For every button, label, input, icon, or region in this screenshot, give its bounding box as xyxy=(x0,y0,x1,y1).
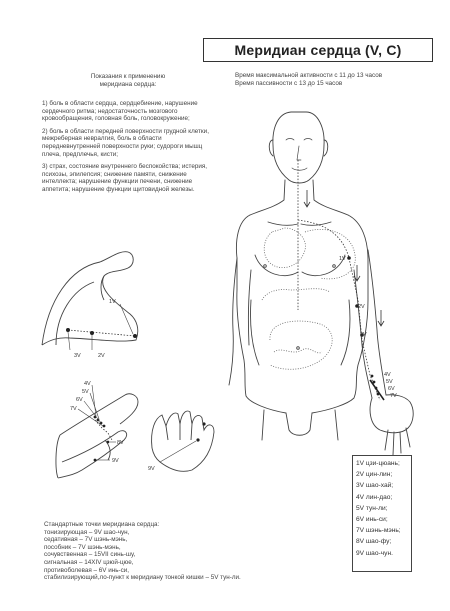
point-9v-palm xyxy=(202,422,205,425)
meridian-points-arm xyxy=(66,328,137,338)
label-5v-body: 5V xyxy=(386,379,393,385)
legend-item: 2V цин-лин; xyxy=(356,471,393,479)
label-6v-forearm: 6V xyxy=(76,397,83,403)
points-legend xyxy=(352,455,412,572)
label-8v-forearm: 8V xyxy=(117,440,124,446)
legend-item: 4V лин-дао; xyxy=(356,493,393,501)
point-2v-arm xyxy=(90,331,94,335)
legend-item: 8V шао-фу; xyxy=(356,538,392,546)
legend-item: 6V инь-си; xyxy=(356,516,388,524)
meridian-points-palm xyxy=(196,422,205,441)
page-title: Меридиан сердца (V, C) xyxy=(234,42,402,58)
indication-item-2: 2) боль в области передней поверхности грудной клетки, межреберная невралгия, боль в области передневнутренней поверхности руки; судороги мышц плеча, предплечья, кисти; xyxy=(42,127,209,158)
label-9v-palm: 9V xyxy=(148,466,155,472)
point-8v-forearm xyxy=(107,441,110,444)
arm-leader-lines xyxy=(68,304,133,350)
label-5v-forearm: 5V xyxy=(82,389,89,395)
standard-point: стабилизирующий,ло-пункт к меридиану тонкой кишки – 5V тун-ли. xyxy=(44,574,241,582)
label-4v-body: 4V xyxy=(384,372,391,378)
label-4v-forearm: 4V xyxy=(84,381,91,387)
indication-item-3: 3) страх, состояние внутреннего беспокойства; истерия, психозы, эпилепсия; снижение памяти, снижение интеллекта; нарушение функции печени, снижение аппетита; нарушение функции щитовидной железы. xyxy=(42,163,208,193)
body-outline xyxy=(229,112,413,455)
palm xyxy=(152,411,214,471)
label-2v-body: 2V xyxy=(358,304,365,310)
standard-points-header: Стандартные точки меридиана сердца: xyxy=(44,521,160,528)
standard-point: сигнальная – 14XIV цзюй-цюе, xyxy=(44,558,134,566)
legend-item: 9V шао-чун. xyxy=(356,549,393,557)
point-8v-palm xyxy=(196,438,199,441)
point-4v-body xyxy=(371,375,374,378)
standard-point: седативная – 7V шэнь-мэнь, xyxy=(44,536,128,544)
standard-point: тонизирующая – 9V шао-чун, xyxy=(44,528,130,536)
label-7v-body: 7V xyxy=(390,393,397,399)
legend-item: 1V цзи-цюань; xyxy=(356,460,400,467)
label-3v-body: 3V xyxy=(360,332,367,338)
forearm-hand xyxy=(56,394,138,478)
standard-point: пособник – 7V шэнь-мэнь, xyxy=(44,543,121,551)
flexed-arm xyxy=(42,252,138,345)
face-features xyxy=(286,139,312,171)
arm-point-labels xyxy=(74,299,116,359)
point-6v-body xyxy=(375,387,378,390)
label-1v-body: 1V xyxy=(339,256,346,262)
meridian-points-body xyxy=(347,256,379,395)
point-1v-arm xyxy=(133,334,137,338)
standard-point: противоболевая – 6V инь-си, xyxy=(44,566,130,574)
label-3v-arm: 3V xyxy=(74,353,81,359)
label-1v-arm: 1V xyxy=(109,299,116,305)
indication-item-1: 1) боль в области сердца, сердцебиение, нарушение сердечного ритма; недостаточность мозгового кровообращения, головная боль, головокружение; xyxy=(42,100,198,123)
indications-header-line-2: меридиана сердца: xyxy=(99,80,157,88)
point-7v-forearm xyxy=(103,425,106,428)
standard-point: сочувственная – 15VII синь-шу, xyxy=(44,551,136,559)
meridian-points-forearm xyxy=(94,416,110,462)
palm-leader-lines xyxy=(160,441,196,462)
activity-max: Время максимальной активности с 11 до 13 часов xyxy=(235,72,383,79)
point-1v-body xyxy=(347,256,351,260)
activity-passive: Время пассивности с 13 до 15 часов xyxy=(235,79,343,87)
label-6v-body: 6V xyxy=(388,386,395,392)
point-3v-arm xyxy=(66,328,70,332)
meridian-line-arm xyxy=(68,330,135,336)
point-9v-forearm xyxy=(94,459,97,462)
label-2v-arm: 2V xyxy=(98,353,105,359)
label-7v-forearm: 7V xyxy=(70,406,77,412)
meridian-line-forearm xyxy=(95,420,112,440)
label-9v-forearm: 9V xyxy=(112,458,119,464)
point-5v-body xyxy=(373,381,376,384)
legend-item: 3V шао-хай; xyxy=(356,482,394,490)
legend-item: 7V шэнь-мэнь; xyxy=(356,527,401,535)
internal-organs xyxy=(262,228,355,369)
indications-header-line-1: Показания к применению xyxy=(90,73,166,80)
point-7v-body xyxy=(377,393,380,396)
palm-point-labels xyxy=(148,466,155,472)
legend-item: 5V тун-ли; xyxy=(356,504,388,512)
standard-points xyxy=(44,521,314,582)
